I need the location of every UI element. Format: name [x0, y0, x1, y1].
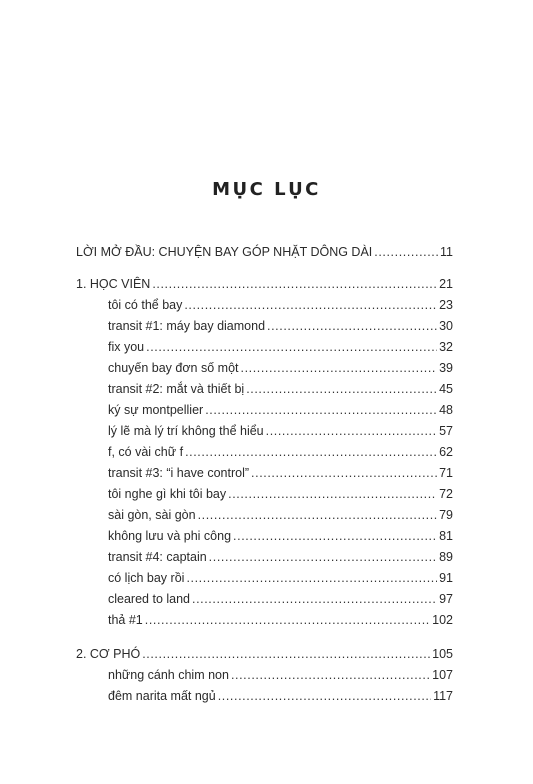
toc-entry-label: chuyến bay đơn số một — [108, 361, 239, 375]
toc-entry-label: thả #1 — [108, 613, 143, 627]
dot-leader — [233, 528, 437, 544]
dot-leader — [246, 381, 437, 397]
toc-entry[interactable] — [108, 507, 453, 523]
toc-entry-label: có lịch bay rồi — [108, 571, 185, 585]
toc-page-number: 23 — [439, 298, 453, 312]
dot-leader — [145, 612, 430, 628]
dot-leader — [267, 318, 437, 334]
dot-leader — [209, 549, 437, 565]
toc-entry[interactable] — [108, 339, 453, 355]
toc-entry[interactable] — [108, 360, 453, 376]
toc-section-1[interactable] — [76, 276, 453, 292]
toc-entry-label: transit #1: máy bay diamond — [108, 319, 266, 333]
dot-leader — [374, 244, 438, 260]
toc-page-number: 102 — [432, 613, 453, 627]
dot-leader — [205, 402, 437, 418]
toc-entry-preface[interactable] — [76, 244, 453, 260]
dot-leader — [142, 646, 430, 662]
toc-entry-label: f, có vài chữ f — [108, 445, 184, 459]
toc-entry-label: ký sự montpellier — [108, 403, 204, 417]
toc-page-number: 91 — [439, 571, 453, 585]
toc-page-number: 71 — [439, 466, 453, 480]
toc-entry-label: fix you — [108, 340, 145, 354]
dot-leader — [218, 688, 431, 704]
dot-leader — [185, 444, 437, 460]
dot-leader — [228, 486, 437, 502]
dot-leader — [251, 465, 437, 481]
toc-page-number: 39 — [439, 361, 453, 375]
toc-page-number: 21 — [439, 277, 453, 291]
toc-entry[interactable] — [108, 688, 453, 704]
toc-page-number: 117 — [433, 689, 453, 703]
toc-entry[interactable] — [108, 423, 453, 439]
toc-entry[interactable] — [108, 381, 453, 397]
toc-page-number: 32 — [439, 340, 453, 354]
toc-page-number: 48 — [439, 403, 453, 417]
toc-entry-label: đêm narita mất ngủ — [108, 689, 216, 703]
toc-entry[interactable] — [108, 297, 453, 313]
dot-leader — [184, 297, 437, 313]
toc-entry[interactable] — [108, 402, 453, 418]
toc-entry[interactable] — [108, 465, 453, 481]
toc-entry-label: transit #4: captain — [108, 550, 207, 564]
toc-section-label: 1. HỌC VIÊN — [76, 277, 151, 291]
dot-leader — [192, 591, 437, 607]
toc-entry[interactable] — [108, 486, 453, 502]
toc-entry[interactable] — [108, 549, 453, 565]
toc-entry-label: transit #2: mắt và thiết bị — [108, 382, 245, 396]
toc-page-number: 45 — [439, 382, 453, 396]
dot-leader — [146, 339, 437, 355]
toc-page-number: 79 — [439, 508, 453, 522]
toc-page-number: 105 — [432, 647, 453, 661]
toc-entry[interactable] — [108, 570, 453, 586]
toc-page-number: 97 — [439, 592, 453, 606]
toc-page-number: 72 — [439, 487, 453, 501]
toc-section-label: 2. CƠ PHÓ — [76, 647, 141, 661]
toc-entry-label: tôi nghe gì khi tôi bay — [108, 487, 227, 501]
toc-entry[interactable] — [108, 591, 453, 607]
dot-leader — [152, 276, 437, 292]
toc-entry-label: những cánh chim non — [108, 668, 229, 682]
toc-entry[interactable] — [108, 612, 453, 628]
dot-leader — [198, 507, 438, 523]
toc-page-number: 11 — [440, 245, 453, 259]
toc-page-number: 57 — [439, 424, 453, 438]
toc-page-number: 30 — [439, 319, 453, 333]
toc-page-number: 107 — [432, 668, 453, 682]
toc-page-number: 81 — [439, 529, 453, 543]
toc-entry-label: tôi có thể bay — [108, 298, 183, 312]
toc-entry-label: LỜI MỞ ĐẦU: CHUYỆN BAY GÓP NHẶT DÔNG DÀI — [76, 245, 373, 259]
toc-entry-label: cleared to land — [108, 592, 191, 606]
dot-leader — [266, 423, 437, 439]
toc-entry[interactable] — [108, 528, 453, 544]
toc-entry-label: sài gòn, sài gòn — [108, 508, 196, 522]
toc-entry-label: transit #3: “i have control” — [108, 466, 250, 480]
dot-leader — [186, 570, 437, 586]
toc-page-number: 89 — [439, 550, 453, 564]
toc-entry[interactable] — [108, 318, 453, 334]
toc-entry-label: không lưu và phi công — [108, 529, 232, 543]
toc-entry[interactable] — [108, 444, 453, 460]
toc-section-2[interactable] — [76, 646, 453, 662]
page-title: MỤC LỤC — [212, 179, 321, 200]
toc-entry-label: lý lẽ mà lý trí không thể hiểu — [108, 424, 264, 438]
toc-page-number: 62 — [439, 445, 453, 459]
toc-entry[interactable] — [108, 667, 453, 683]
dot-leader — [241, 360, 438, 376]
dot-leader — [231, 667, 430, 683]
